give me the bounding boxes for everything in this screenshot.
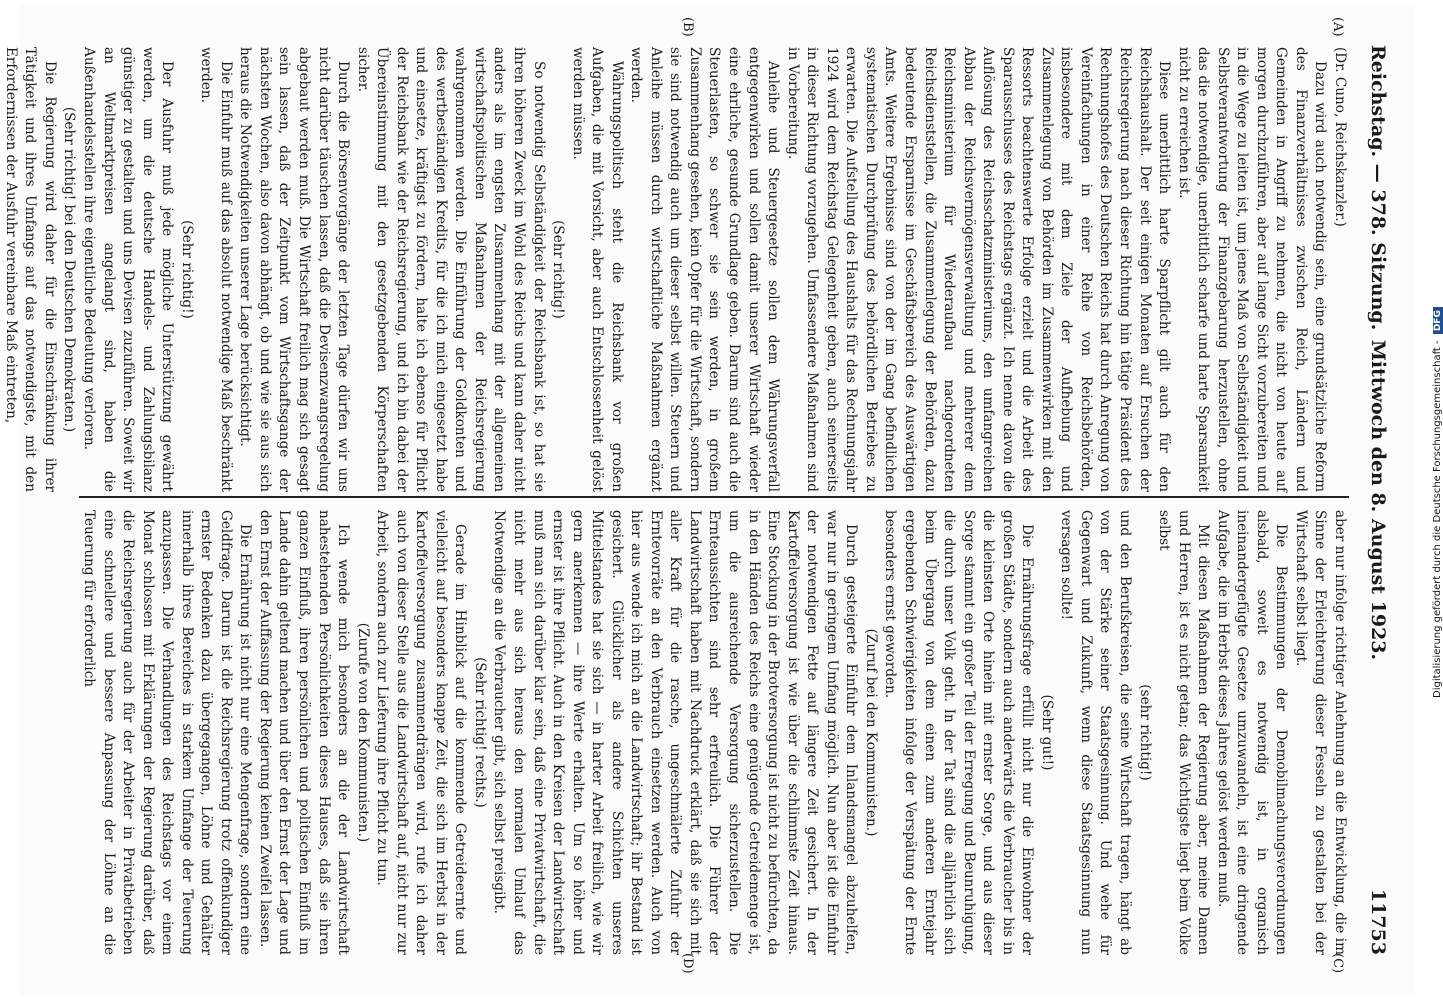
credit-text-wrap — [1432, 307, 1443, 698]
paragraph: Dazu wird auch notwendig sein, eine grundsätzliche Reform des Finanzverhältnisses zwischen Reich, Ländern und Gemeinden in Angriff zu nehmen, die nicht von heute auf morgen durchzuführen, aber auf lange Sicht vorzubereiten und in die Wege zu leiten ist, um jenes Maß von Selbständigkeit und Selbstverantwortung der Finanzgebarung herzustellen, ohne das die notwendige, unerbittlich scharfe und harte Sparsamkeit nicht zu erreichen ist. — [1175, 47, 1329, 492]
rotated-newspaper-page — [2, 5, 1415, 985]
paragraph: (Sehr richtig! bei den Deutschen Demokraten.) — [61, 106, 78, 433]
margin-marker-d: (D) — [680, 953, 695, 974]
paragraph: aber nur infolge richtiger Anlehnung an die Entwicklung, die im Sinne der Erleichterung dieser Fesseln zu gestalten bei der Wirtschaft selbst liegt. — [1292, 510, 1348, 955]
page-header — [1357, 45, 1397, 955]
credit-text: Digitalisierung gefördert durch die Deutsche Forschungsgemeinschaft - — [1432, 340, 1443, 698]
paragraph: (Zuruf bei den Kommunisten.) — [862, 628, 879, 837]
paragraph: Durch die Börsenvorgänge der letzten Tage dürfen wir uns nicht darüber täuschen lassen, daß die Devisenzwangsregelung abgebaut werden muß. Die Wirtschaft freilich mag sich gesagt sein lassen, daß der Zeitpunkt vom Wirtschaftsgange der nächsten Wochen, also davon abhängt, ob und wie sie aus sich heraus die Notwendigkeiten unserer Lage berücksichtigt. — [237, 47, 352, 492]
paragraph: (sehr richtig!) — [1136, 684, 1153, 781]
paragraph: Durch gesteigerte Einfuhr dem Inlandsmangel abzuhelfen, war nur in geringem Umfang möglich. Nun aber ist die Einfuhr der notwendigen Fette auf längere Zeit gesichert. In der Kartoffelversorgung ist wie über die schlimmste Zeit hinaus. Eine Stockung in der Brotversorgung ist nicht zu befürchten, da in den Händen des Reichs eine genügende Getreidemenge ist, um die ausreichende Versorgung sicherzustellen. Die Ernteaussichten sind sehr erfreulich. Die Führer der Landwirtschaft haben mit Nachdruck erklärt, daß sie sich mit aller Kraft für die rasche, ungeschmälerte Zufuhr der Erntevorräte an den Verbrauch einsetzen werden. Auch von hier aus wende ich mich an die Landwirtschaft; ihr Bestand ist gesichert. Glücklicher als andere Schichten unseres Mittelstandes hat sie sich — in harter Arbeit freilich, wie wir gern anerkennen — ihre Werte erhalten. Um so höher und ernster ist ihre Pflicht. Auch in den Kreisen der Landwirtschaft muß man sich darüber klar sein, daß eine Privatwirtschaft, die nicht mehr aus sich heraus den normalen Umlauf das Notwendige an die Verbraucher gibt, sich selbst preisgibt. — [491, 510, 860, 955]
paragraph: Die Ernährung ist nicht nur eine Mengenfrage, sondern eine Geldfrage. Darum ist die Reichsregierung trotz offenkundiger ernster Bedenken dazu übergegangen, Löhne und Gehälter innerhalb ihres Bereiches in starkem Umfange der Teuerung anzupassen. Die Verhandlungen des Reichstags vor einem Monat schlossen mit Erklärungen der Regierung darüber, daß die Reichsregierung auch für der Arbeiter in Privatbetrieben eine schnellere und bessere Anpassung der Löhne an die Teuerung für erforderlich — [81, 510, 254, 955]
paragraph: (Sehr richtig!) — [550, 220, 567, 319]
paragraph: Der Ausfuhr muß jede mögliche Unterstützung gewährt werden, um die deutsche Handels- und Zahlungsbilanz günstiger zu gestalten und uns Devisen zuzuführen. Soweit wir an Weltmarktpreisen angelangt sind, haben die Außenhandelsstellen ihre eigentliche Bedeutung verloren. — [81, 47, 176, 492]
paragraph: Die Ernährungsfrage erfüllt nicht nur die Einwohner der großen Städte, sondern auch anderwärts die Verbraucher bis in die kleinsten Orte hinein mit ernster Sorge, und aus dieser Sorge stammt ein großer Teil der Erregung und Beunruhigung, die durch unser Volk geht. In der Tat sind die alljährlich sich beim Übergang von dem einen zum anderen Erntejahr ergebenden Schwierigkeiten infolge der Verspätung der Ernte besonders ernst geworden. — [882, 510, 1036, 955]
paragraph: So notwendig Selbständigkeit der Reichsbank ist, so hat sie ihren höheren Zweck im Wohl des Reichs und kann daher nicht anders als im engsten Zusammenhang mit der allgemeinen wirtschaftspolitischen Maßnahmen der Reichsregierung wahrgenommen werden. Die Einführung der Goldkonten und des wertbeständigen Kredits, für die ich mich eingesetzt habe und einsetze, kräftigst zu fördern, halte ich ebenso für Pflicht der Reichsbank wie der Reichsregierung, und ich bin dabei der Übereinstimmung mit den gesetzgebenden Körperschaften sicher. — [354, 47, 547, 492]
page-number: 11753 — [1367, 888, 1389, 955]
paragraph: Währungspolitisch steht die Reichsbank vor großen Aufgaben, die mit Vorsicht, aber auch Entschlossenheit gelöst werden müssen. — [569, 47, 625, 492]
margin-marker-b: (B) — [680, 17, 695, 37]
header-session: Reichstag. — 378. Sitzung. — [1367, 45, 1389, 331]
right-text-column — [78, 510, 1349, 955]
paragraph: Die Bestimmungen der Demobilmachungsverordnungen alsbald, soweit es notwendig ist, in organisch ineinandergefügte Gesetze umzuwandeln, ist eine dringende Aufgabe, die im Herbst dieses Jahres gelöst werden muß. — [1214, 510, 1290, 955]
paragraph: und den Berufskreisen, die seine Wirtschaft tragen, hängt ab von der Stärke seiner Staatsgesinnung. Und wehe für Gegenwart und Zukunft, wenn diese Staatsgesinnung nun versagen sollte! — [1058, 510, 1133, 955]
dfg-logo-badge: DFG — [1433, 307, 1443, 334]
paragraph: (Sehr richtig! rechts.) — [471, 657, 488, 808]
paragraph: (Sehr gut!) — [1038, 694, 1055, 771]
left-text-column — [0, 47, 1349, 492]
column-divider — [79, 496, 1349, 498]
margin-marker-a: (A) — [1330, 17, 1345, 37]
paragraph: Mit diesen Maßnahmen der Regierung aber, meine Damen und Herren, ist es nicht getan; das Wichtigste liegt beim Volke selbst — [1156, 510, 1212, 955]
paragraph: Die Einfuhr muß auf das absolut notwendige Maß beschränkt werden. — [198, 47, 234, 492]
paragraph: (Sehr richtig!) — [178, 220, 195, 319]
header-date: Mittwoch den 8. August 1923. — [1367, 339, 1389, 661]
paragraph: Gerade im Hinblick auf die kommende Getreideernte und vielleicht auf besonders knappe Zeit, die sich im Herbst in der Kartoffelversorgung zusammendrängen wird, rufe ich daher auch von dieser Stelle aus die Landwirtschaft auf, nicht nur zur Arbeit, sondern auch zur Lieferung ihre Pflicht zu tun. — [374, 510, 469, 955]
paragraph: Anleihe und Steuergesetze sollen dem Währungsverfall entgegenwirken und sollen damit unserer Wirtschaft wieder eine ehrliche, gesunde Grundlage geben. Darum sind auch die Steuerlasten, so schwer sie sein werden, in großem Zusammenhang gesehen, kein Opfer für die Wirtschaft, sondern sie sind notwendig auch um dieser selbst willen. Steuern und Anleihe müssen durch wirtschaftliche Maßnahmen ergänzt werden. — [628, 47, 782, 492]
paragraph: (Zurufe von den Kommunisten.) — [354, 622, 371, 843]
paragraph: Die Regierung wird daher für die Einschränkung ihrer Tätigkeit und ihres Umfangs auf das notwendigste, mit den Erfordernissen der Ausfuhr vereinbare Maß eintreten, — [2, 47, 58, 492]
scanned-page — [2, 5, 1415, 995]
paragraph: Diese unerbittlich harte Sparpflicht gilt auch für den Reichshaushalt. Der seit einigen Monaten auf Ersuchen der Reichsregierung nach dieser Richtung hin tätige Präsident des Rechnungshofes des Deutschen Reichs hat durch Anregung von Vereinfachungen in einer Reihe von Reichsbehörden, insbesondere mit dem Ziele der Aufhebung und Zusammenlegung von Behörden im Zusammenwirken mit den Ressorts beachtenswerte Erfolge erzielt und die Arbeit des Sparausschusses des Reichstags ergänzt. Ich nenne davon die Auflösung des Reichsschatzministeriums, den umfangreichen Abbau der Reichsvermögensverwaltung und mehrerer dem Reichsministerium für Wiederaufbau nachgeordneten Reichsdienststellen, die Zusammenlegung der Behörden, dazu bedeutende Ersparnisse im Geschäftsbereich des Auswärtigen Amts. Weitere Ergebnisse sind von der im Gang befindlichen systematischen Durchprüfung des behördlichen Betriebes zu erwarten. Die Aufstellung des Haushalts für das Rechnungsjahr 1924 wird dem Reichstag Gelegenheit geben, auch seinerseits in dieser Richtung vorzugehen. Umfassendere Maßnahmen sind in Vorbereitung. — [784, 47, 1173, 492]
paragraph: Ich wende mich besonders an die der Landwirtschaft nahestehenden Persönlichkeiten dieses Hauses, daß sie ihren ganzen Einfluß, ihren persönlichen und politischen Einfluß im Lande dahin geltend machen und über den Ernst der Lage und den Ernst der Auffassung der Regierung keinen Zweifel lassen. — [256, 510, 352, 955]
paragraph: (Dr. Cuno, Reichskanzler.) — [1332, 47, 1348, 227]
digitization-credit — [1420, 8, 1443, 708]
margin-marker-c: (C) — [1330, 953, 1345, 974]
